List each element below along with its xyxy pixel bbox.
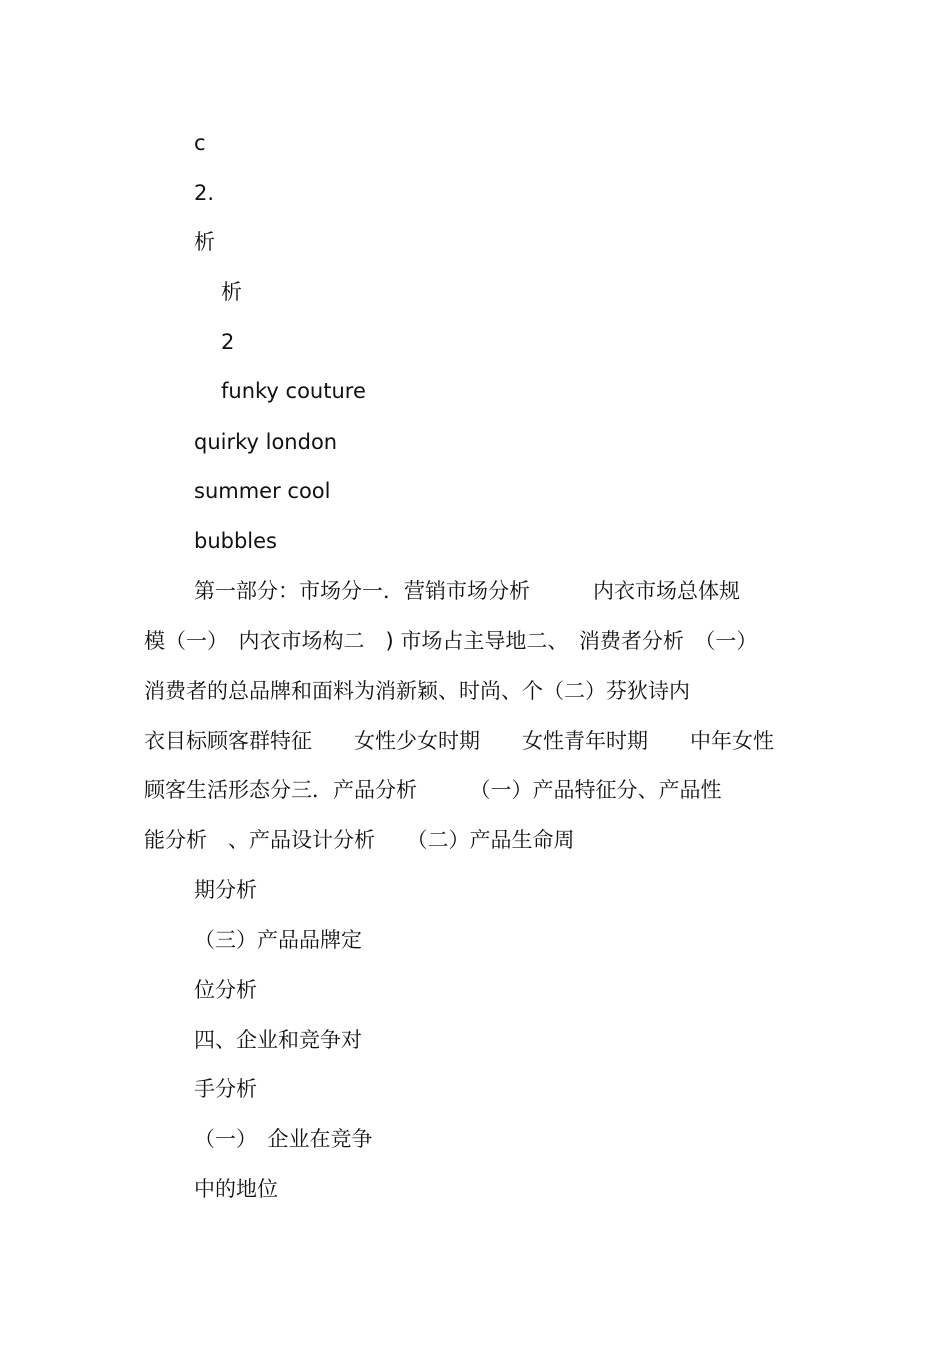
text-line: 模（一） 内衣市场构二 ) 市场占主导地二、 消费者分析 （一） — [144, 629, 758, 653]
text-line: c — [194, 131, 206, 155]
text-line: 2 — [221, 330, 235, 354]
text-line: funky couture — [221, 379, 366, 403]
text-line: quirky london — [194, 430, 338, 454]
text-line: （一） 企业在竞争 — [194, 1127, 373, 1151]
text-line: 顾客生活形态分三．产品分析 （一）产品特征分、产品性 — [144, 778, 722, 802]
text-line: 2. — [194, 181, 215, 205]
text-line: 第一部分：市场分一．营销市场分析 内衣市场总体规 — [194, 579, 740, 603]
text-line: 消费者的总品牌和面料为消新颖、时尚、个（二）芬狄诗内 — [144, 679, 690, 703]
text-line: 期分析 — [194, 878, 257, 902]
text-line: 四、企业和竞争对 — [194, 1028, 362, 1052]
text-line: 析 — [221, 280, 242, 304]
text-line: 衣目标顾客群特征 女性少女时期 女性青年时期 中年女性 — [144, 729, 774, 753]
text-line: summer cool — [194, 479, 331, 503]
text-line: bubbles — [194, 529, 277, 553]
text-line: 中的地位 — [194, 1177, 278, 1201]
text-line: 析 — [194, 230, 215, 254]
text-line: （三）产品品牌定 — [194, 928, 362, 952]
text-line: 能分析 、产品设计分析 （二）产品生命周 — [144, 828, 575, 852]
text-line: 手分析 — [194, 1077, 257, 1101]
text-line: 位分析 — [194, 978, 257, 1002]
